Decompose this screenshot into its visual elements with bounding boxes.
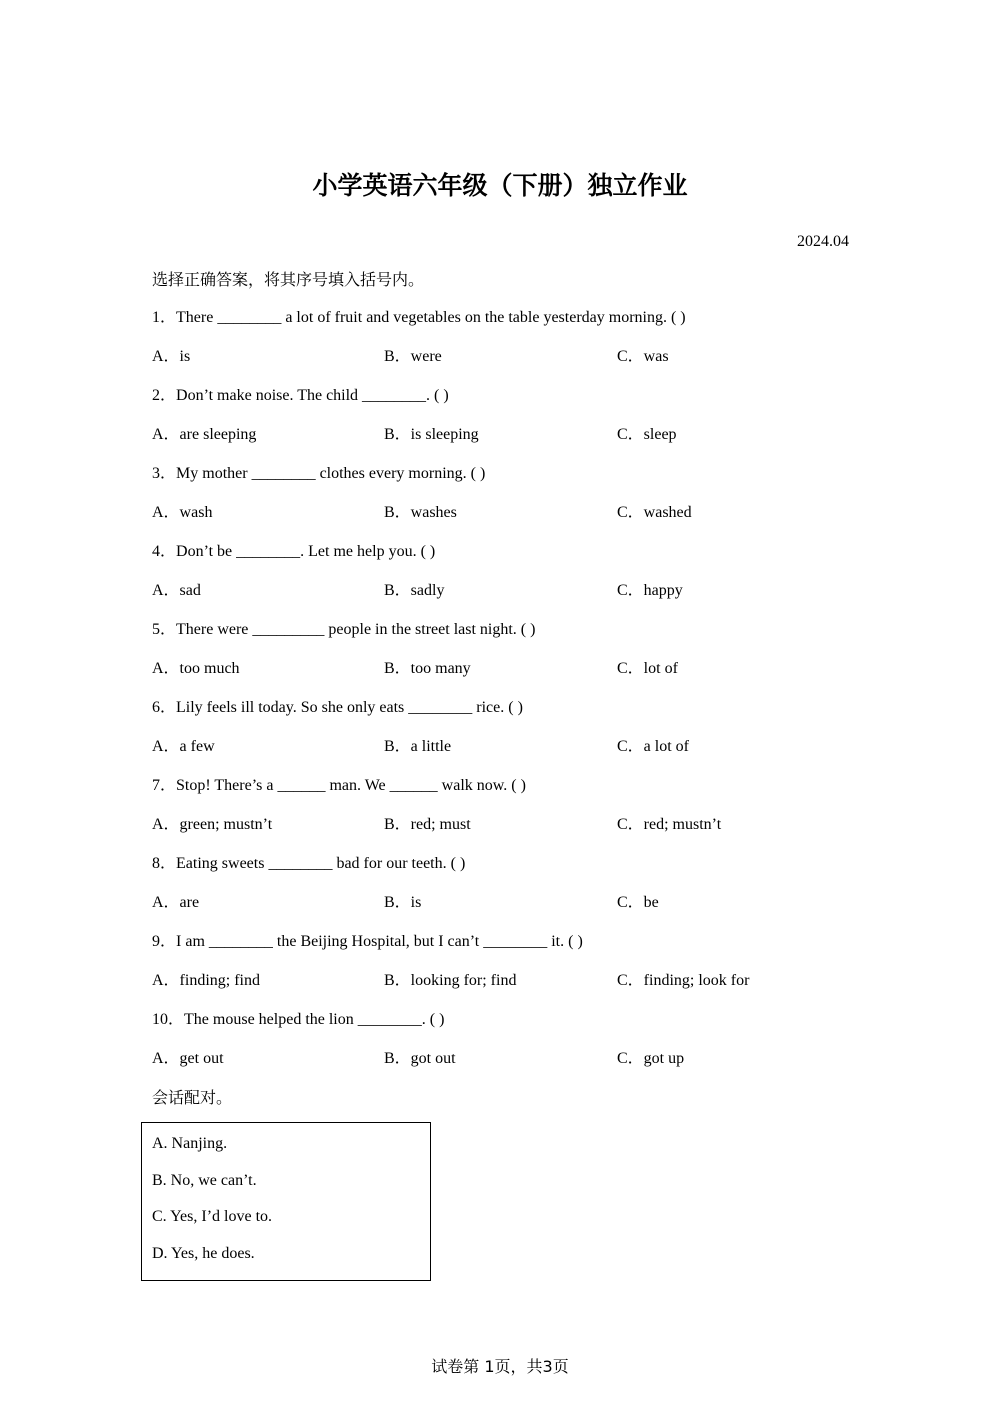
- option-b: B．too many: [384, 660, 471, 677]
- question-2-options: [152, 425, 852, 445]
- option-c: C．red; mustn’t: [617, 816, 722, 833]
- question-number: 4．: [152, 543, 177, 560]
- question-stem: Don’t be ________. Let me help you. ( ): [176, 543, 436, 560]
- question-6: [152, 698, 523, 718]
- option-a: A．green; mustn’t: [152, 816, 273, 833]
- exam-date: 2024.04: [797, 233, 849, 250]
- question-5: [152, 620, 535, 640]
- option-b: B．is sleeping: [384, 426, 479, 443]
- question-number: 7．: [152, 777, 177, 794]
- question-stem: The mouse helped the lion ________. ( ): [184, 1011, 445, 1028]
- option-c: C．sleep: [617, 426, 677, 443]
- answer-a: A. Nanjing.: [152, 1135, 228, 1152]
- option-c: C．finding; look for: [617, 972, 750, 989]
- question-8: [152, 854, 465, 874]
- question-stem: There ________ a lot of fruit and vegetables on the table yesterday morning. ( ): [176, 309, 686, 326]
- option-b: B．is: [384, 894, 422, 911]
- option-a: A．too much: [152, 660, 240, 677]
- option-a: A．are sleeping: [152, 426, 257, 443]
- question-7: [152, 776, 526, 796]
- question-number: 8．: [152, 855, 177, 872]
- question-9: [152, 932, 583, 952]
- answer-box: [141, 1122, 431, 1281]
- option-c: C．washed: [617, 504, 692, 521]
- section2-instruction: 会话配对。: [152, 1088, 233, 1107]
- question-number: 2．: [152, 387, 177, 404]
- question-5-options: [152, 659, 852, 679]
- option-a: A．a few: [152, 738, 215, 755]
- option-b: B．were: [384, 348, 442, 365]
- question-4: [152, 542, 435, 562]
- question-stem: Stop! There’s a ______ man. We ______ walk now. ( ): [176, 777, 526, 794]
- option-b: B．sadly: [384, 582, 445, 599]
- option-a: A．finding; find: [152, 972, 260, 989]
- question-number: 5．: [152, 621, 177, 638]
- question-number: 9．: [152, 933, 177, 950]
- option-b: B．got out: [384, 1050, 456, 1067]
- question-stem: I am ________ the Beijing Hospital, but I can’t ________ it. ( ): [176, 933, 583, 950]
- option-c: C．got up: [617, 1050, 685, 1067]
- option-c: C．be: [617, 894, 659, 911]
- question-9-options: [152, 971, 852, 991]
- question-3: [152, 464, 485, 484]
- option-a: A．sad: [152, 582, 201, 599]
- question-number: 3．: [152, 465, 177, 482]
- page-footer: 试卷第 1页，共3页: [431, 1357, 569, 1376]
- question-stem: My mother ________ clothes every morning. ( ): [176, 465, 486, 482]
- question-stem: Don’t make noise. The child ________. ( ): [176, 387, 449, 404]
- question-stem: Lily feels ill today. So she only eats ________ rice. ( ): [176, 699, 523, 716]
- option-a: A．wash: [152, 504, 213, 521]
- option-b: B．washes: [384, 504, 457, 521]
- question-1-options: [152, 347, 852, 367]
- option-c: C．a lot of: [617, 738, 689, 755]
- question-4-options: [152, 581, 852, 601]
- option-a: A．get out: [152, 1050, 224, 1067]
- question-stem: There were _________ people in the street last night. ( ): [176, 621, 536, 638]
- question-6-options: [152, 737, 852, 757]
- option-a: A．are: [152, 894, 200, 911]
- answer-c: C. Yes, I’d love to.: [152, 1208, 273, 1225]
- answer-d: D. Yes, he does.: [152, 1245, 255, 1262]
- question-10: [152, 1010, 444, 1030]
- question-3-options: [152, 503, 852, 523]
- question-stem: Eating sweets ________ bad for our teeth. ( ): [176, 855, 466, 872]
- question-2: [152, 386, 449, 406]
- question-number: 10．: [152, 1011, 185, 1028]
- option-c: C．lot of: [617, 660, 678, 677]
- option-c: C．happy: [617, 582, 683, 599]
- question-10-options: [152, 1049, 852, 1069]
- section1-instruction: 选择正确答案，将其序号填入括号内。: [152, 270, 425, 289]
- question-8-options: [152, 893, 852, 913]
- option-c: C．was: [617, 348, 669, 365]
- question-1: [152, 308, 686, 328]
- question-7-options: [152, 815, 852, 835]
- option-b: B．a little: [384, 738, 452, 755]
- page-title: 小学英语六年级（下册）独立作业: [312, 171, 688, 200]
- option-b: B．looking for; find: [384, 972, 517, 989]
- option-b: B．red; must: [384, 816, 471, 833]
- answer-b: B. No, we can’t.: [152, 1172, 257, 1189]
- question-number: 6．: [152, 699, 177, 716]
- question-number: 1．: [152, 309, 177, 326]
- option-a: A．is: [152, 348, 191, 365]
